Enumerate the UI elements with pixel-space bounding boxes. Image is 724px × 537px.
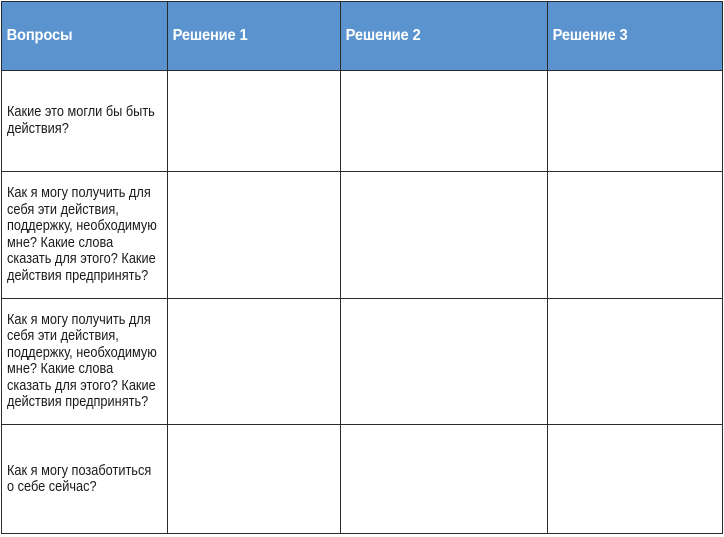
header-row [2,2,723,71]
answer-cell-solution-1[interactable] [168,171,341,298]
table-row [2,171,723,298]
table-row [2,298,723,424]
header-solution-1: Решение 1 [168,2,341,71]
question-cell: Как я могу получить для себя эти действия, поддержку, необходимую мне? Какие слова сказать для этого? Какие действия предпринять? [2,298,168,424]
question-cell: Какие это могли бы быть действия? [2,71,168,172]
solutions-worksheet-table [1,1,723,534]
answer-cell-solution-2[interactable] [341,71,548,172]
table-row [2,425,723,534]
answer-cell-solution-1[interactable] [168,298,341,424]
answer-cell-solution-3[interactable] [548,171,723,298]
answer-cell-solution-3[interactable] [548,71,723,172]
answer-cell-solution-2[interactable] [341,171,548,298]
question-cell: Как я могу получить для себя эти действия, поддержку, необходимую мне? Какие слова сказать для этого? Какие действия предпринять? [2,171,168,298]
answer-cell-solution-2[interactable] [341,298,548,424]
answer-cell-solution-2[interactable] [341,425,548,534]
answer-cell-solution-3[interactable] [548,298,723,424]
answer-cell-solution-3[interactable] [548,425,723,534]
question-cell: Как я могу позаботиться о себе сейчас? [2,425,168,534]
header-questions: Вопросы [2,2,168,71]
table-row [2,71,723,172]
header-solution-3: Решение 3 [548,2,723,71]
header-solution-2: Решение 2 [341,2,548,71]
answer-cell-solution-1[interactable] [168,425,341,534]
answer-cell-solution-1[interactable] [168,71,341,172]
